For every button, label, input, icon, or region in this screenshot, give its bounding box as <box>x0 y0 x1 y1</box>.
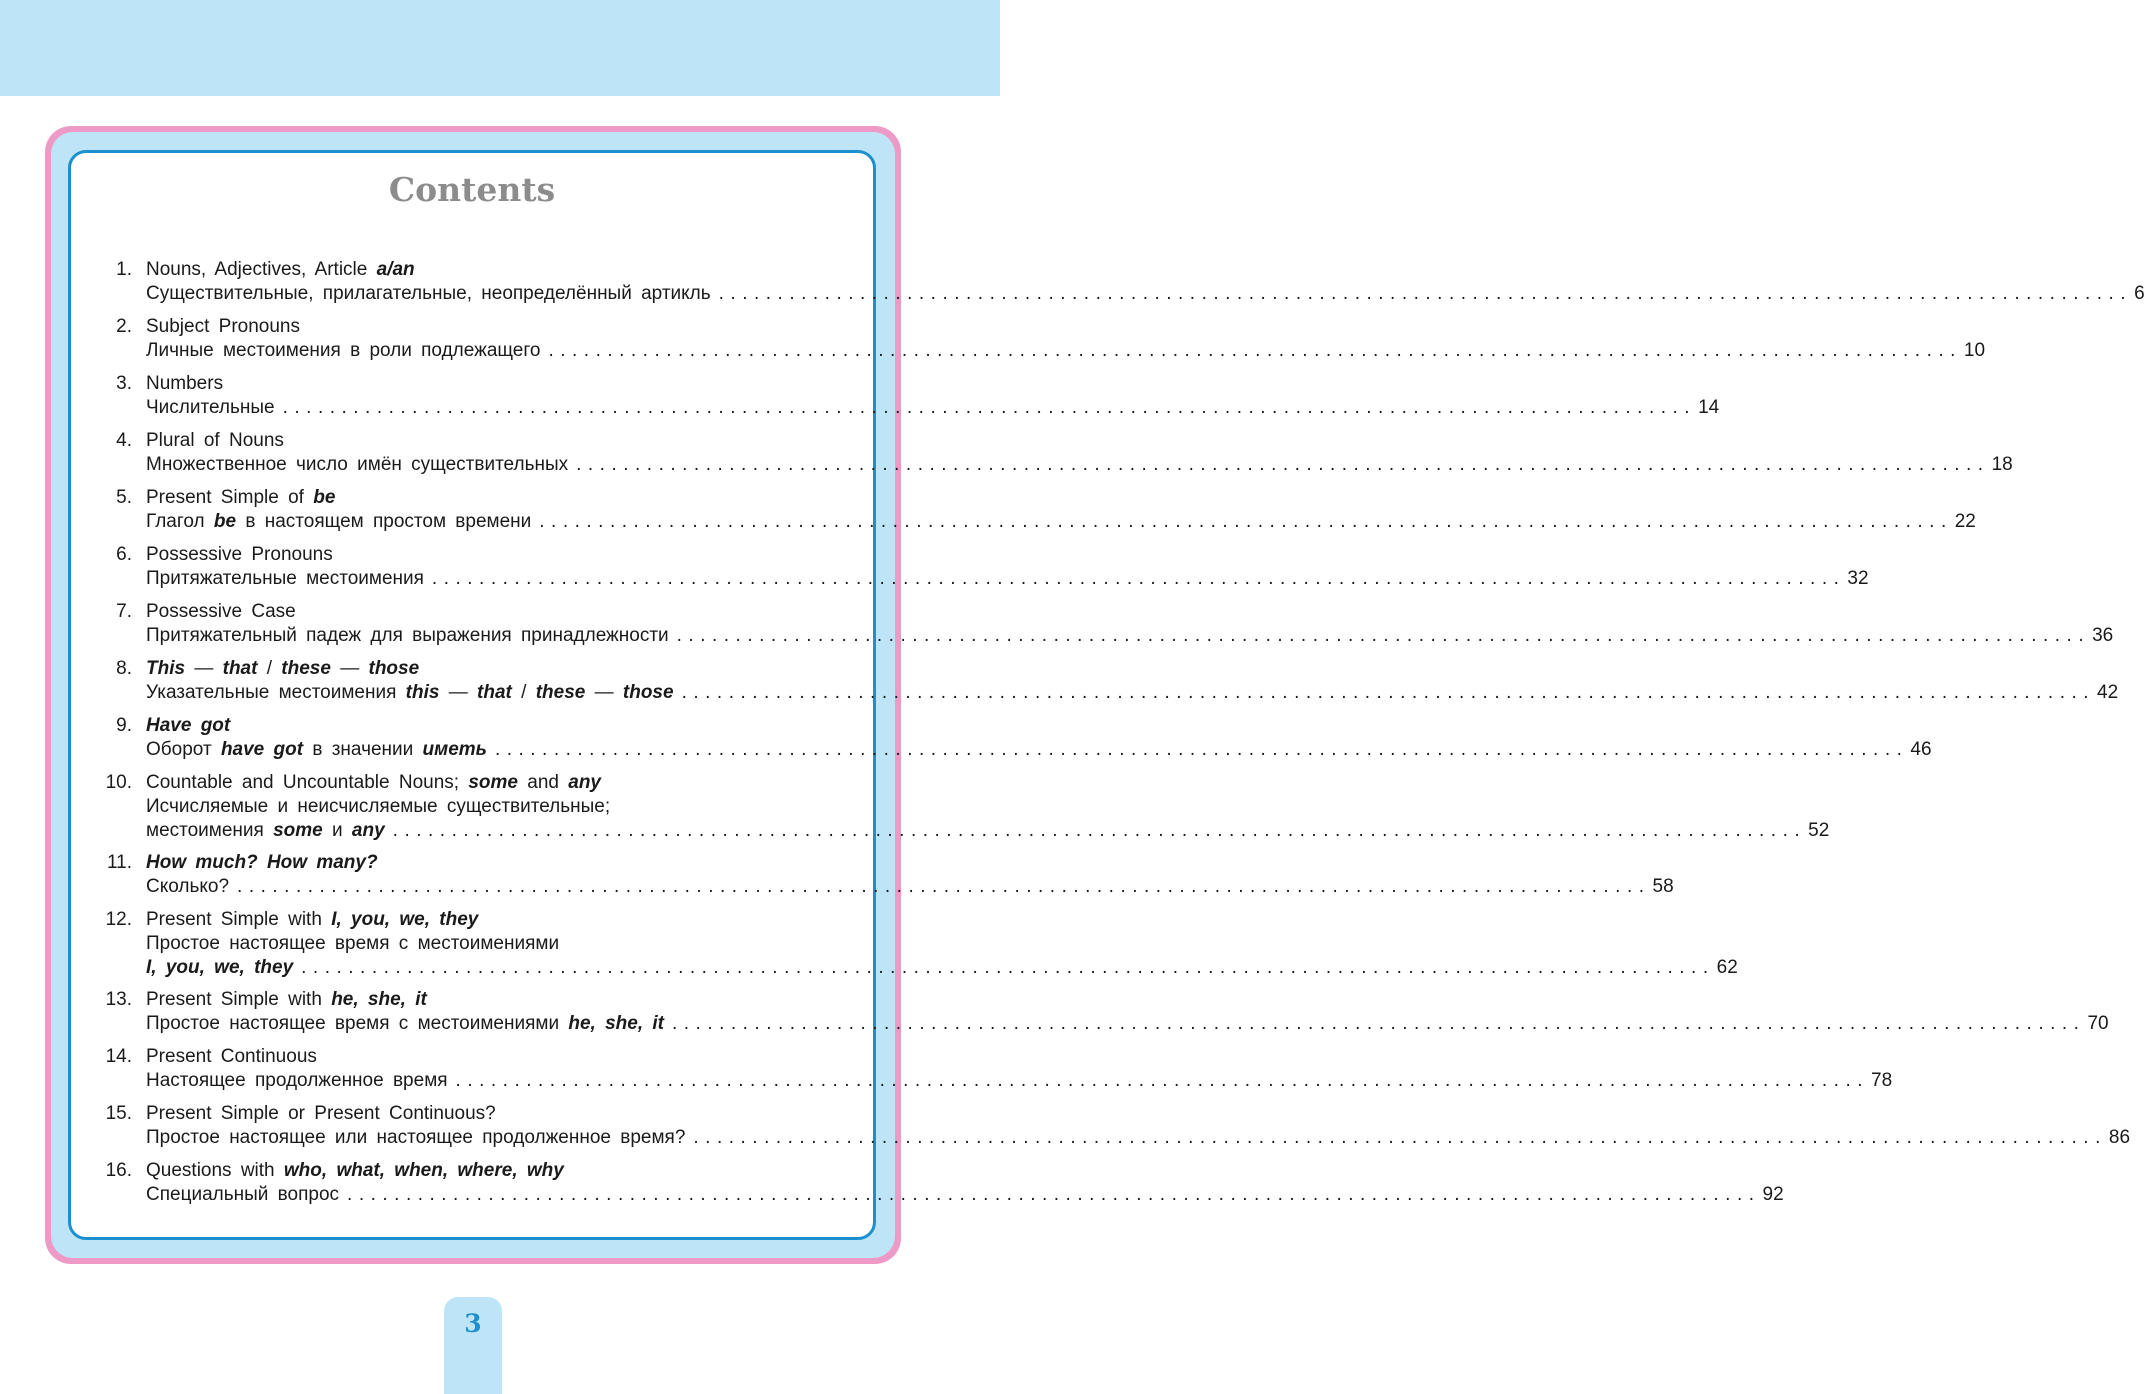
text-run: Plural of Nouns <box>146 430 284 451</box>
entry-text <box>146 510 531 534</box>
entry-title-en <box>146 1102 846 1126</box>
entry-text <box>146 282 711 306</box>
emphasis-text: that <box>222 658 258 679</box>
entry-text <box>146 1126 685 1150</box>
dot-leader: ........................................................................................................................ <box>539 511 1953 532</box>
text-run: Countable and Uncountable Nouns; <box>146 772 469 793</box>
entry-text <box>146 956 293 980</box>
emphasis-text: these <box>535 682 586 703</box>
entry-title-en <box>146 429 846 453</box>
entry-title-en <box>146 315 846 339</box>
text-run: Указательные местоимения <box>146 682 406 703</box>
entry-page-number[interactable]: 36 <box>2092 625 2114 646</box>
text-run: Существительные, прилагательные, неопределённый артикль <box>146 283 711 304</box>
emphasis-text: any <box>351 820 385 841</box>
entry-title-ru <box>146 396 1720 420</box>
entry-title-ru <box>146 624 2114 648</box>
entry-title-en <box>146 771 846 795</box>
emphasis-text: these <box>281 658 331 679</box>
text-run: Глагол <box>146 511 214 532</box>
emphasis-text: How much? How many? <box>146 852 378 873</box>
entry-title-ru <box>146 1069 1893 1093</box>
text-run: Present Simple with <box>146 909 332 930</box>
page-title: Contents <box>388 170 556 209</box>
entry-number: 16. <box>105 1160 132 1181</box>
entry-title-en <box>146 600 846 624</box>
dot-leader: ........................................................................................................................ <box>671 1013 2086 1034</box>
entry-page-number[interactable]: 78 <box>1871 1070 1893 1091</box>
entry-number: 2. <box>116 316 132 337</box>
entry-title-ru <box>146 932 846 956</box>
emphasis-text: some <box>468 772 518 793</box>
dot-leader: ........................................................................................................................ <box>576 454 1990 475</box>
emphasis-text: have got <box>220 739 304 760</box>
text-run: Subject Pronouns <box>146 316 300 337</box>
text-run: Числительные <box>146 397 275 418</box>
entry-page-number[interactable]: 6 <box>2134 283 2145 304</box>
entry-title-ru <box>146 453 2013 477</box>
text-run: Простое настоящее время с местоимениями <box>146 933 560 954</box>
entry-page-number[interactable]: 32 <box>1847 568 1869 589</box>
dot-leader: ........................................................................................................................ <box>301 957 1715 978</box>
entry-page-number[interactable]: 92 <box>1762 1184 1784 1205</box>
dot-leader: ........................................................................................................................ <box>693 1127 2107 1148</box>
entry-page-number[interactable]: 14 <box>1698 397 1720 418</box>
entry-number: 15. <box>105 1103 132 1124</box>
emphasis-text: he, she, it <box>568 1013 664 1034</box>
text-run: местоимения <box>146 820 274 841</box>
text-run: в настоящем простом времени <box>236 511 532 532</box>
entry-text <box>146 624 669 648</box>
dot-leader: ........................................................................................................................ <box>548 340 1962 361</box>
entry-number: 13. <box>105 989 132 1010</box>
entry-title-en <box>146 258 846 282</box>
entry-number: 7. <box>116 601 132 622</box>
entry-title-ru <box>146 819 1830 843</box>
emphasis-text: those <box>622 682 674 703</box>
entry-number: 14. <box>105 1046 132 1067</box>
entry-page-number[interactable]: 10 <box>1963 340 1986 361</box>
dot-leader: ........................................................................................................................ <box>494 739 1909 760</box>
entry-title-en <box>146 657 846 681</box>
text-run: в значении <box>303 739 423 760</box>
entry-number: 6. <box>116 544 132 565</box>
emphasis-text: Have got <box>146 715 231 736</box>
entry-text <box>146 819 385 843</box>
emphasis-text: be <box>313 487 336 508</box>
entry-title-en <box>146 372 846 396</box>
entry-text <box>146 1069 448 1093</box>
page-number: 3 <box>464 1309 482 1338</box>
entry-title-ru <box>146 956 1738 980</box>
entry-title-en <box>146 1159 846 1183</box>
entry-text <box>146 339 540 363</box>
dot-leader: ........................................................................................................................ <box>431 568 1846 589</box>
entry-number: 5. <box>116 487 132 508</box>
entry-title-en <box>146 908 846 932</box>
entry-text <box>146 567 424 591</box>
dot-leader: ........................................................................................................................ <box>676 625 2091 646</box>
entry-number: 4. <box>116 430 132 451</box>
emphasis-text: who, what, when, where, why <box>283 1160 564 1181</box>
emphasis-text: any <box>568 772 601 793</box>
emphasis-text: This <box>146 658 186 679</box>
entry-page-number[interactable]: 52 <box>1808 820 1830 841</box>
entry-title-ru <box>146 1012 2109 1036</box>
entry-page-number[interactable]: 42 <box>2097 682 2119 703</box>
text-run: Сколько? <box>146 876 230 897</box>
text-run: Nouns, Adjectives, Article <box>146 259 377 280</box>
emphasis-text: he, she, it <box>331 989 427 1010</box>
entry-page-number[interactable]: 18 <box>1991 454 2013 475</box>
entry-title-en <box>146 486 846 510</box>
text-run: Numbers <box>146 373 224 394</box>
text-run: Притяжательный падеж для выражения принадлежности <box>146 625 669 646</box>
dot-leader: ........................................................................................................................ <box>718 283 2133 304</box>
text-run: — <box>330 658 369 679</box>
entry-title-ru <box>146 875 1674 899</box>
dot-leader: ........................................................................................................................ <box>282 397 1697 418</box>
entry-number: 11. <box>106 852 132 873</box>
emphasis-text: a/an <box>376 259 415 280</box>
entry-page-number[interactable]: 22 <box>1954 511 1976 532</box>
entry-title-en <box>146 543 846 567</box>
text-run: / <box>511 682 536 703</box>
text-run: — <box>585 682 623 703</box>
emphasis-text: иметь <box>422 739 487 760</box>
entry-title-ru <box>146 1126 2131 1150</box>
text-run: Множественное число имён существительных <box>146 454 569 475</box>
text-run: and <box>517 772 569 793</box>
emphasis-text: be <box>213 511 237 532</box>
emphasis-text: I, you, we, they <box>331 909 479 930</box>
text-run: Притяжательные местоимения <box>146 568 424 589</box>
text-run: Оборот <box>146 739 221 760</box>
entry-title-ru <box>146 681 2119 705</box>
entry-title-en <box>146 988 846 1012</box>
text-run: Исчисляемые и неисчисляемые существительные; <box>146 796 611 817</box>
entry-text <box>146 738 487 762</box>
emphasis-text: this <box>405 682 440 703</box>
entry-page-number[interactable]: 86 <box>2108 1127 2131 1148</box>
entry-page-number[interactable]: 70 <box>2087 1013 2109 1034</box>
entry-text <box>146 875 229 899</box>
entry-text <box>146 453 568 477</box>
entry-number: 9. <box>116 715 132 736</box>
dot-leader: ........................................................................................................................ <box>392 820 1807 841</box>
entry-title-ru <box>146 795 846 819</box>
emphasis-text: some <box>273 820 323 841</box>
text-run: Личные местоимения в роли подлежащего <box>146 340 541 361</box>
text-run: Possessive Case <box>146 601 296 622</box>
emphasis-text: that <box>477 682 512 703</box>
entry-text <box>146 681 674 705</box>
dot-leader: ........................................................................................................................ <box>347 1184 1761 1205</box>
text-run: / <box>257 658 282 679</box>
text-run: Questions with <box>146 1160 284 1181</box>
text-run: — <box>185 658 223 679</box>
emphasis-text: those <box>368 658 420 679</box>
dot-leader: ........................................................................................................................ <box>681 682 2096 703</box>
entry-title-ru <box>146 738 1932 762</box>
entry-title-en <box>146 851 846 875</box>
text-run: Present Continuous <box>146 1046 317 1067</box>
entry-title-ru <box>146 567 1869 591</box>
text-run: Present Simple or Present Continuous? <box>146 1103 496 1124</box>
text-run: Простое настоящее время с местоимениями <box>146 1013 569 1034</box>
entry-page-number[interactable]: 58 <box>1652 876 1674 897</box>
dot-leader: ........................................................................................................................ <box>237 876 1651 897</box>
text-run: Специальный вопрос <box>146 1184 340 1205</box>
entry-title-ru <box>146 510 1976 534</box>
entry-text <box>146 1183 339 1207</box>
entry-number: 10. <box>105 772 132 793</box>
entry-page-number[interactable]: 46 <box>1910 739 1932 760</box>
entry-title-en <box>146 714 846 738</box>
entry-number: 3. <box>116 373 132 394</box>
entry-title-en <box>146 1045 846 1069</box>
entry-number: 8. <box>116 658 132 679</box>
entry-title-ru <box>146 339 1986 363</box>
entry-title-ru <box>146 1183 1784 1207</box>
dot-leader: ........................................................................................................................ <box>455 1070 1870 1091</box>
entry-title-ru <box>146 282 2145 306</box>
entry-text <box>146 1012 664 1036</box>
text-run: Простое настоящее или настоящее продолженное время? <box>146 1127 686 1148</box>
entry-number: 1. <box>116 259 132 280</box>
text-run: Present Simple with <box>146 989 332 1010</box>
text-run: Present Simple of <box>146 487 314 508</box>
entry-text <box>146 396 275 420</box>
text-run: и <box>322 820 352 841</box>
emphasis-text: I, you, we, they <box>146 957 294 978</box>
text-run: Настоящее продолженное время <box>146 1070 448 1091</box>
text-run: — <box>439 682 478 703</box>
entry-number: 12. <box>105 909 132 930</box>
text-run: Possessive Pronouns <box>146 544 333 565</box>
entry-page-number[interactable]: 62 <box>1716 957 1738 978</box>
